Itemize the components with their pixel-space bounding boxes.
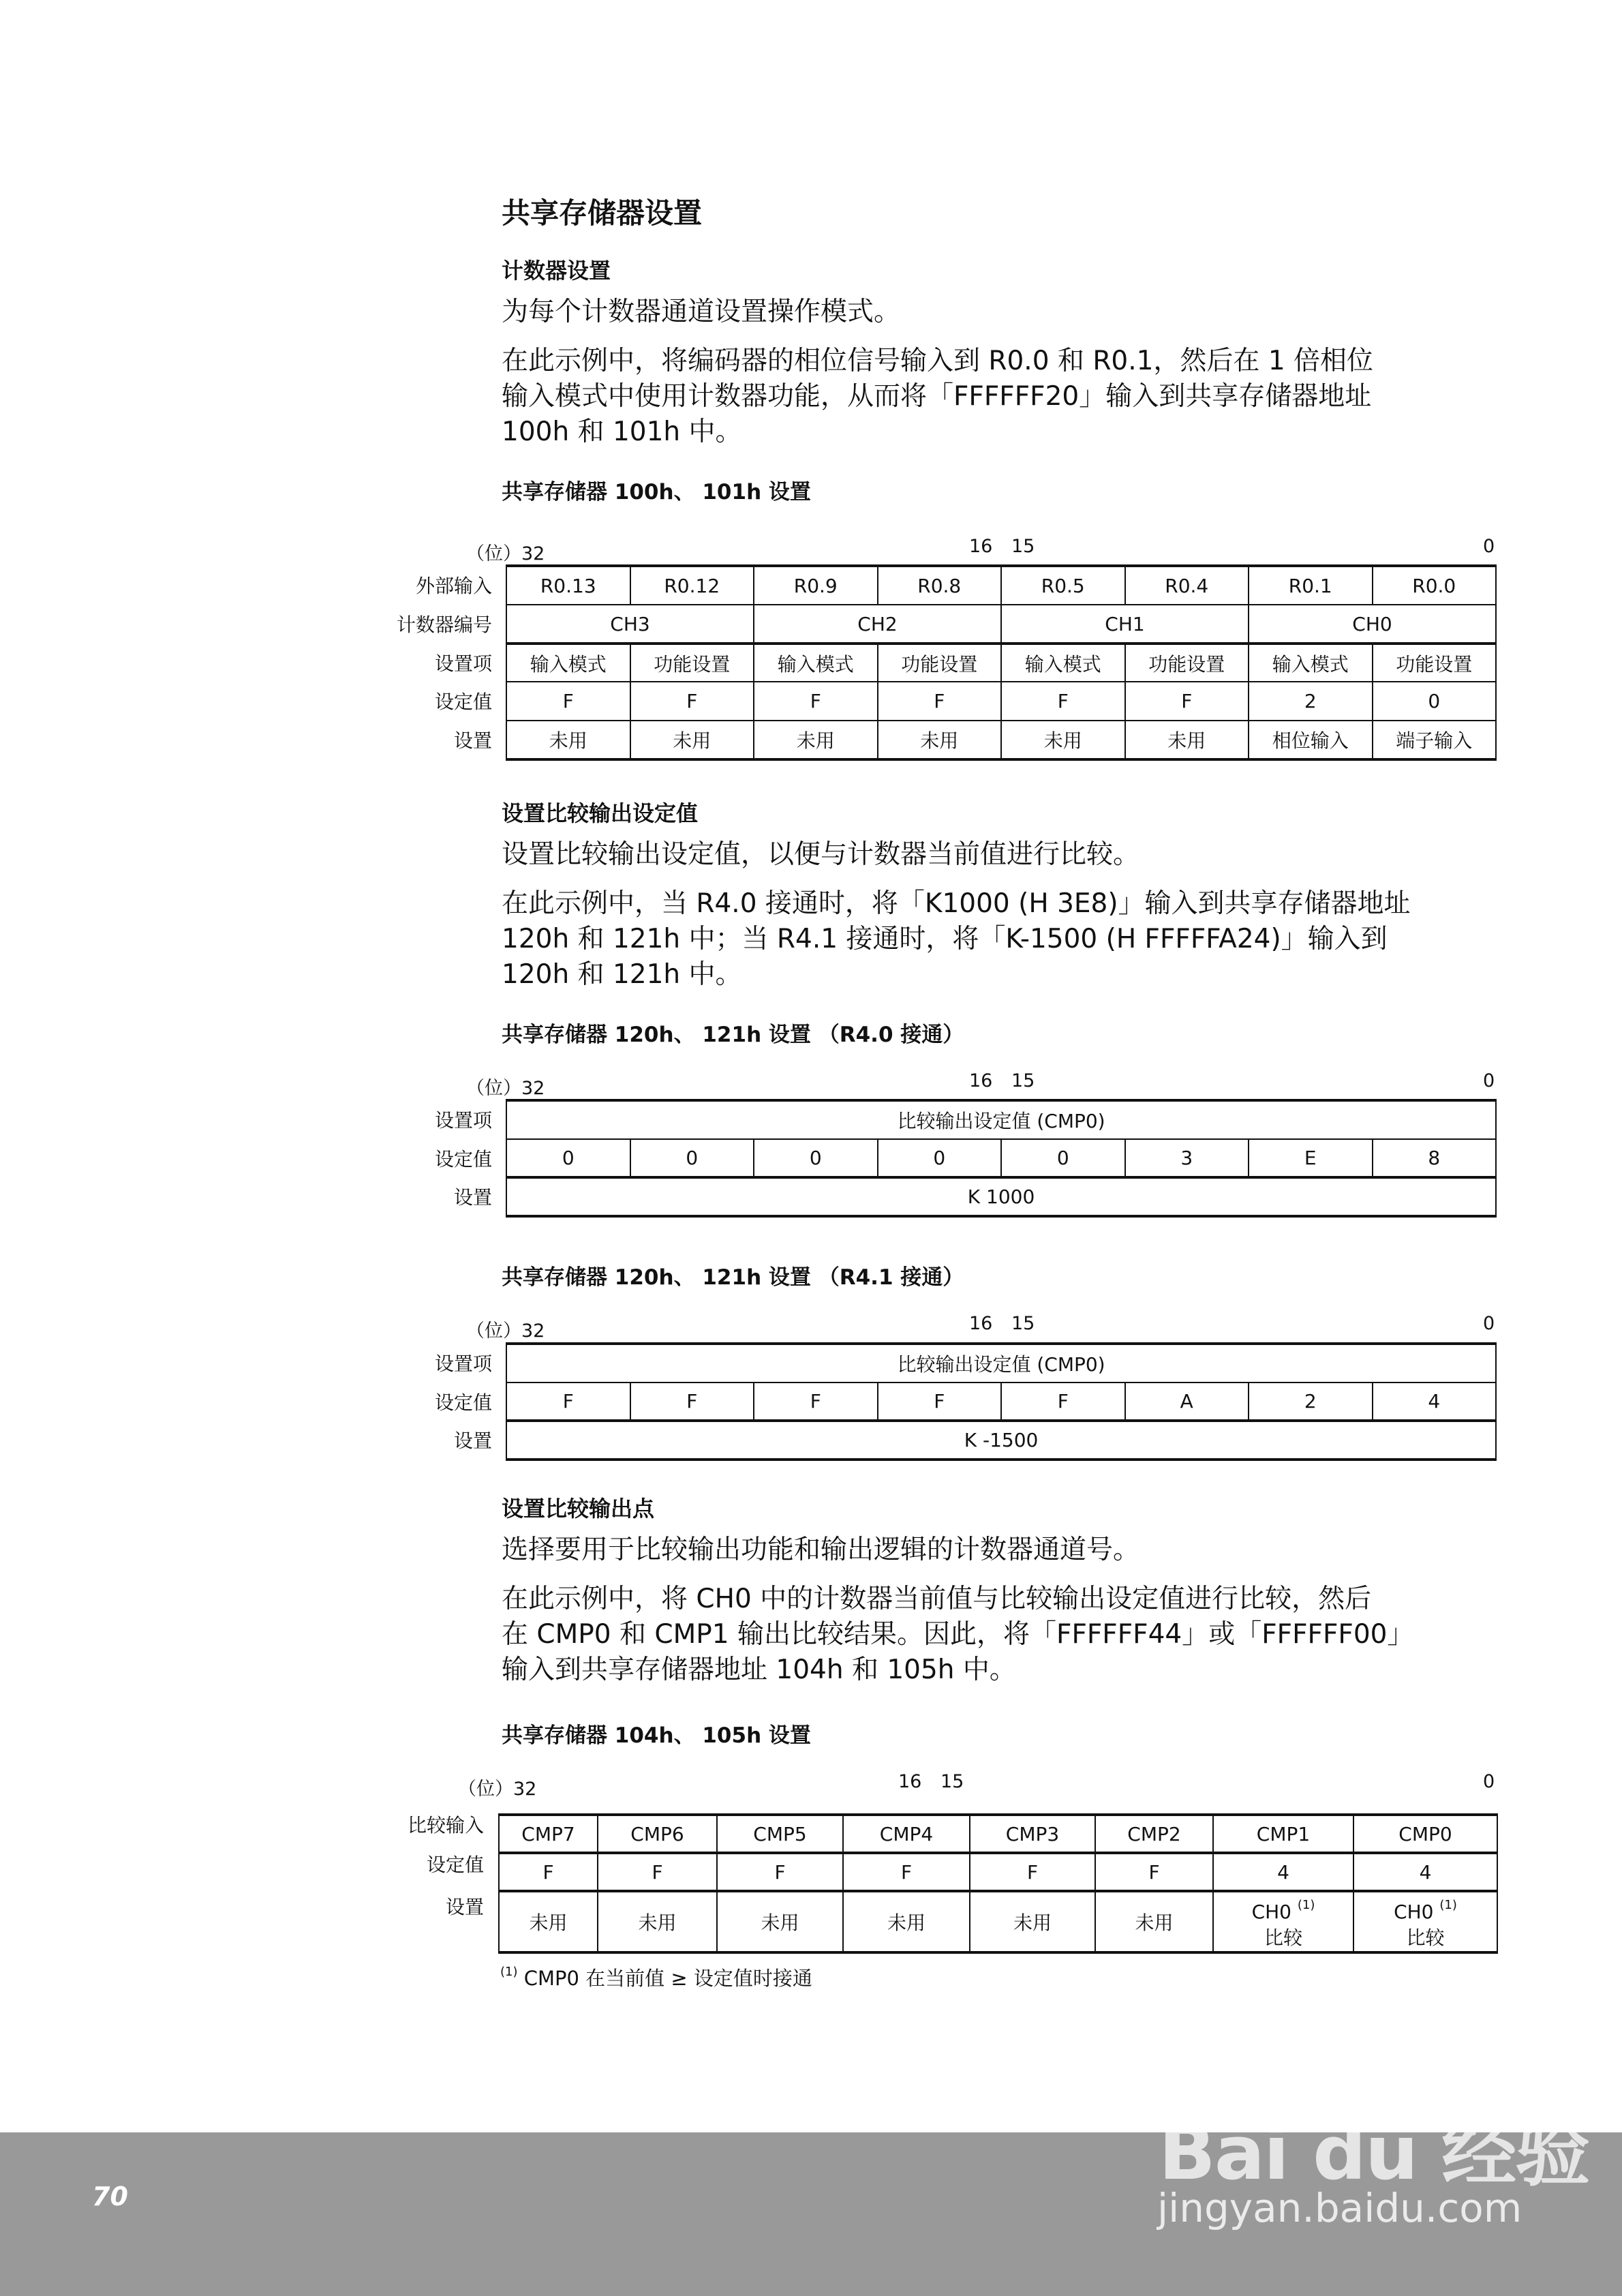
section-heading-compare-value: 设置比较输出设定值	[502, 800, 699, 826]
cell-value: 4	[1213, 1853, 1353, 1891]
cell-value: F	[1125, 682, 1249, 721]
cell-item: 功能设置	[1125, 644, 1249, 682]
compare-point-intro: 选择要用于比较输出功能和输出逻辑的计数器通道号。	[502, 1535, 1140, 1565]
row-setting-item	[506, 1344, 1496, 1383]
cell-value: F	[499, 1853, 598, 1891]
cell-value: 0	[506, 1139, 630, 1177]
bit-label-16: 16	[969, 1070, 993, 1091]
cell-value: 4	[1353, 1853, 1497, 1891]
cell-value: 0	[1001, 1139, 1125, 1177]
bit-label-15: 15	[1011, 536, 1035, 557]
section-heading-compare-point: 设置比较输出点	[502, 1496, 655, 1522]
compare-point-example-line-3: 输入到共享存储器地址 104h 和 105h 中。	[502, 1655, 1016, 1685]
cell-channel: CH0	[1249, 605, 1496, 644]
cell-value: F	[1001, 1383, 1125, 1421]
compare-point-table	[498, 1813, 1498, 1954]
bit-label-15: 15	[1011, 1313, 1035, 1334]
cell-value: 3	[1125, 1139, 1249, 1177]
cell-input: R0.4	[1125, 566, 1249, 605]
row-set-value	[506, 1383, 1496, 1421]
cell-value: 2	[1249, 682, 1373, 721]
row-label-setting-item: 设置项	[434, 652, 492, 675]
bit-label-0: 0	[1483, 1070, 1495, 1091]
cell-input: R0.0	[1373, 566, 1497, 605]
cell-setting: 未用	[843, 1891, 970, 1952]
cell-setting-cmp0	[1353, 1891, 1497, 1952]
compare-value-example-line-1: 在此示例中，当 R4.0 接通时，将「K1000 (H 3E8)」输入到共享存储器地址	[502, 888, 1411, 919]
row-counter-number	[506, 605, 1496, 644]
table-caption-100h: 共享存储器 100h、 101h 设置	[502, 480, 811, 504]
cell-input: CMP3	[970, 1815, 1095, 1853]
cell-input: CMP6	[598, 1815, 717, 1853]
row-label-setting: 设置	[453, 1186, 492, 1209]
cell-input: R0.13	[506, 566, 630, 605]
bit-label-32: （位）32	[466, 1320, 545, 1342]
cell-setting: 端子输入	[1373, 721, 1497, 759]
cell-setting: 相位输入	[1249, 721, 1373, 759]
row-set-value	[499, 1853, 1497, 1891]
compare-value-table-r41	[506, 1342, 1497, 1461]
cell-item: 功能设置	[1373, 644, 1497, 682]
footnote-marker: (1)	[1297, 1898, 1315, 1912]
row-label-set-value: 设定值	[434, 1391, 492, 1414]
row-setting	[506, 1177, 1496, 1216]
counter-example-line-2: 输入模式中使用计数器功能，从而将「FFFFFF20」输入到共享存储器地址	[502, 381, 1372, 412]
bit-label-32: （位）32	[458, 1779, 537, 1800]
row-label-setting: 设置	[453, 1430, 492, 1452]
cell-setting: 未用	[754, 721, 878, 759]
bit-label-0: 0	[1483, 1771, 1495, 1792]
counter-intro: 为每个计数器通道设置操作模式。	[502, 297, 901, 327]
cell-value: 0	[878, 1139, 1002, 1177]
cell-value: F	[970, 1853, 1095, 1891]
cell-value: 0	[754, 1139, 878, 1177]
bit-label-32: （位）32	[466, 543, 545, 564]
page-title: 共享存储器设置	[502, 196, 703, 230]
cell-value: F	[717, 1853, 843, 1891]
cell-value: 2	[1249, 1383, 1373, 1421]
cell-input: R0.12	[630, 566, 754, 605]
cell-input: CMP5	[717, 1815, 843, 1853]
cell-channel: CH2	[754, 605, 1001, 644]
row-label-setting-item: 设置项	[434, 1353, 492, 1375]
baidu-watermark-url: jingyan.baidu.com	[1157, 2185, 1522, 2231]
table-caption-120h-r40: 共享存储器 120h、 121h 设置 （R4.0 接通）	[502, 1023, 964, 1047]
cell-item: 输入模式	[506, 644, 630, 682]
cell-item: 比较输出设定值 (CMP0)	[506, 1344, 1496, 1383]
cell-input: CMP7	[499, 1815, 598, 1853]
footnote	[500, 1963, 812, 1991]
cell-setting-cmp1	[1213, 1891, 1353, 1952]
row-setting	[506, 1421, 1496, 1460]
cell-input: R0.1	[1249, 566, 1373, 605]
row-label-set-value: 设定值	[434, 691, 492, 713]
cell-setting: K -1500	[506, 1421, 1496, 1460]
cell-setting: 未用	[598, 1891, 717, 1952]
cell-value: F	[878, 1383, 1002, 1421]
cell-setting: 未用	[717, 1891, 843, 1952]
page-number: 70	[92, 2181, 128, 2211]
row-label-setting: 设置	[445, 1896, 484, 1918]
row-setting-item	[506, 644, 1496, 682]
row-set-value	[506, 682, 1496, 721]
row-label-external-input: 外部输入	[415, 575, 492, 597]
row-set-value	[506, 1139, 1496, 1177]
counter-example-line-3: 100h 和 101h 中。	[502, 417, 742, 447]
bit-label-16: 16	[898, 1771, 922, 1792]
footnote-marker: (1)	[500, 1965, 518, 1979]
bit-label-0: 0	[1483, 1313, 1495, 1334]
row-external-input	[506, 566, 1496, 605]
cell-value: F	[630, 682, 754, 721]
cell-setting: 未用	[1125, 721, 1249, 759]
cell-value: E	[1249, 1139, 1373, 1177]
bit-label-16: 16	[969, 536, 993, 557]
cell-value: F	[506, 1383, 630, 1421]
setting-channel: CH0	[1394, 1901, 1434, 1923]
cell-input: CMP4	[843, 1815, 970, 1853]
row-label-setting-item: 设置项	[434, 1109, 492, 1132]
compare-value-example-line-2: 120h 和 121h 中；当 R4.1 接通时，将「K-1500 (H FFFFFA24)」输入到	[502, 924, 1388, 954]
cell-value: 8	[1373, 1139, 1497, 1177]
setting-compare: 比较	[1406, 1927, 1445, 1949]
row-label-set-value: 设定值	[434, 1148, 492, 1170]
row-label-counter-number: 计数器编号	[396, 614, 492, 636]
row-compare-input	[499, 1815, 1497, 1853]
cell-setting: 未用	[499, 1891, 598, 1952]
compare-value-example-line-3: 120h 和 121h 中。	[502, 959, 742, 990]
cell-value: 0	[630, 1139, 754, 1177]
cell-value: F	[878, 682, 1002, 721]
cell-item: 输入模式	[1001, 644, 1125, 682]
cell-setting: 未用	[630, 721, 754, 759]
compare-point-example-line-1: 在此示例中，将 CH0 中的计数器当前值与比较输出设定值进行比较，然后	[502, 1584, 1372, 1614]
cell-channel: CH1	[1001, 605, 1249, 644]
footnote-text: CMP0 在当前值 ≥ 设定值时接通	[523, 1967, 812, 1990]
cell-item: 比较输出设定值 (CMP0)	[506, 1100, 1496, 1139]
cell-setting: 未用	[1001, 721, 1125, 759]
bit-label-15: 15	[940, 1771, 964, 1792]
table-caption-104h: 共享存储器 104h、 105h 设置	[502, 1723, 811, 1748]
row-label-set-value: 设定值	[426, 1854, 484, 1876]
cell-channel: CH3	[506, 605, 754, 644]
row-setting-item	[506, 1100, 1496, 1139]
row-label-compare-input: 比较输入	[407, 1814, 484, 1837]
setting-channel: CH0	[1251, 1901, 1291, 1923]
cell-setting: 未用	[506, 721, 630, 759]
cell-item: 输入模式	[754, 644, 878, 682]
cell-value: F	[754, 1383, 878, 1421]
cell-value: F	[843, 1853, 970, 1891]
counter-example-line-1: 在此示例中，将编码器的相位信号输入到 R0.0 和 R0.1，然后在 1 倍相位	[502, 346, 1374, 376]
row-label-setting: 设置	[453, 729, 492, 752]
cell-item: 功能设置	[878, 644, 1002, 682]
cell-value: F	[506, 682, 630, 721]
bit-label-16: 16	[969, 1313, 993, 1334]
cell-input: CMP0	[1353, 1815, 1497, 1853]
baidu-watermark-logo: Bai du 经验	[1159, 2109, 1589, 2196]
cell-value: 0	[1373, 682, 1497, 721]
section-heading-counter: 计数器设置	[502, 258, 611, 284]
cell-value: A	[1125, 1383, 1249, 1421]
setting-compare: 比较	[1264, 1927, 1302, 1949]
bit-label-0: 0	[1483, 536, 1495, 557]
cell-item: 功能设置	[630, 644, 754, 682]
cell-item: 输入模式	[1249, 644, 1373, 682]
cell-value: F	[1095, 1853, 1213, 1891]
cell-input: CMP2	[1095, 1815, 1213, 1853]
cell-value: 4	[1373, 1383, 1497, 1421]
cell-setting: K 1000	[506, 1177, 1496, 1216]
cell-value: F	[754, 682, 878, 721]
compare-value-table-r40	[506, 1099, 1497, 1218]
cell-input: R0.8	[878, 566, 1002, 605]
cell-value: F	[1001, 682, 1125, 721]
cell-input: R0.5	[1001, 566, 1125, 605]
bit-label-15: 15	[1011, 1070, 1035, 1091]
counter-settings-table	[506, 564, 1497, 761]
footnote-marker: (1)	[1439, 1898, 1457, 1912]
compare-point-example-line-2: 在 CMP0 和 CMP1 输出比较结果。因此，将「FFFFFF44」或「FFFFFF00」	[502, 1619, 1414, 1650]
cell-setting: 未用	[1095, 1891, 1213, 1952]
bit-label-32: （位）32	[466, 1078, 545, 1099]
row-setting	[506, 721, 1496, 759]
table-caption-120h-r41: 共享存储器 120h、 121h 设置 （R4.1 接通）	[502, 1265, 964, 1290]
row-setting	[499, 1891, 1497, 1952]
compare-value-intro: 设置比较输出设定值，以便与计数器当前值进行比较。	[502, 839, 1140, 870]
cell-input: R0.9	[754, 566, 878, 605]
cell-setting: 未用	[878, 721, 1002, 759]
cell-value: F	[598, 1853, 717, 1891]
cell-setting: 未用	[970, 1891, 1095, 1952]
cell-input: CMP1	[1213, 1815, 1353, 1853]
cell-value: F	[630, 1383, 754, 1421]
